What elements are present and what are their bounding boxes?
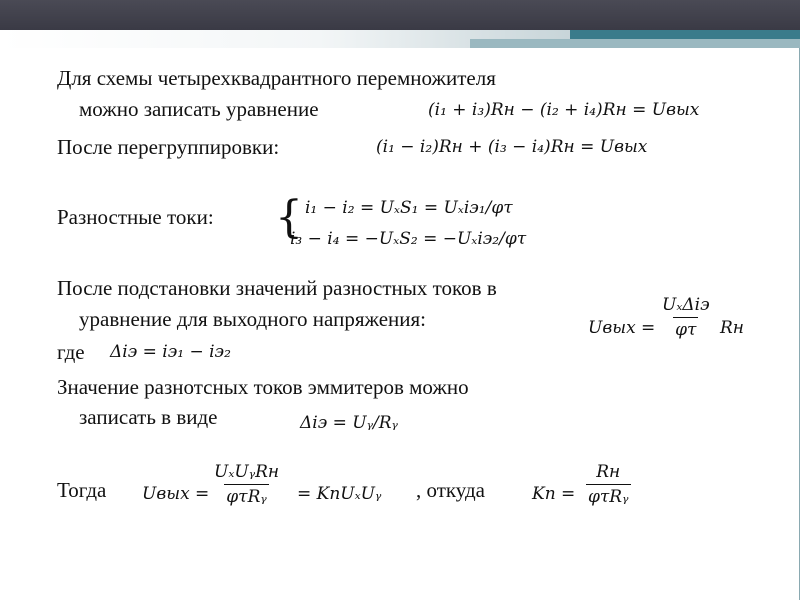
system-eq-2: i₃ − i₄ = −UₓS₂ = −Uₓiэ₂/φτ xyxy=(290,229,527,249)
equation-1: (i₁ + i₃)Rн − (i₂ + i₄)Rн = Uвых xyxy=(428,100,700,120)
k-denominator: φτRᵧ xyxy=(586,484,631,507)
tog-numerator: UₓUᵧRн xyxy=(214,462,280,482)
system-brace: { xyxy=(275,192,303,243)
tog-rhs: = KпUₓUᵧ xyxy=(297,484,382,504)
text-line-11: , откуда xyxy=(416,478,485,502)
text-line-7: где xyxy=(57,340,85,364)
text-line-3: После перегруппировки: xyxy=(57,135,280,159)
slide-accent-strip xyxy=(0,30,800,48)
uout-lhs: Uвых = xyxy=(588,318,656,338)
uout-fraction xyxy=(660,295,712,340)
k-numerator: Rн xyxy=(596,462,621,482)
delta-definition: Δiэ = iэ₁ − iэ₂ xyxy=(110,342,231,362)
text-line-10: Тогда xyxy=(57,478,107,502)
uout-rhs: Rн xyxy=(720,318,744,338)
uout-denominator: φτ xyxy=(673,317,698,340)
uout-numerator: UₓΔiэ xyxy=(662,295,710,315)
text-line-9: записать в виде xyxy=(79,405,218,429)
delta-value: Δiэ = Uᵧ/Rᵧ xyxy=(300,413,398,433)
tog-lhs: Uвых = xyxy=(142,484,210,504)
k-fraction xyxy=(586,462,631,507)
tog-denominator: φτRᵧ xyxy=(224,484,269,507)
equation-2: (i₁ − i₂)Rн + (i₃ − i₄)Rн = Uвых xyxy=(376,137,648,157)
text-line-6: уравнение для выходного напряжения: xyxy=(79,307,427,331)
tog-fraction xyxy=(212,462,281,507)
text-line-4: Разностные токи: xyxy=(57,205,214,229)
accent-bar-dark xyxy=(570,30,800,39)
text-line-1: Для схемы четырехквадрантного перемножителя xyxy=(57,66,496,90)
accent-bar-light xyxy=(470,39,800,48)
k-lhs: Kп = xyxy=(532,484,576,504)
text-line-8: Значение разнотсных токов эммитеров можно xyxy=(57,375,469,399)
system-eq-1: i₁ − i₂ = UₓS₁ = Uₓiэ₁/φτ xyxy=(305,198,513,218)
slide-top-bar xyxy=(0,0,800,30)
text-line-5: После подстановки значений разностных токов в xyxy=(57,276,497,300)
text-line-2: можно записать уравнение xyxy=(79,97,319,121)
